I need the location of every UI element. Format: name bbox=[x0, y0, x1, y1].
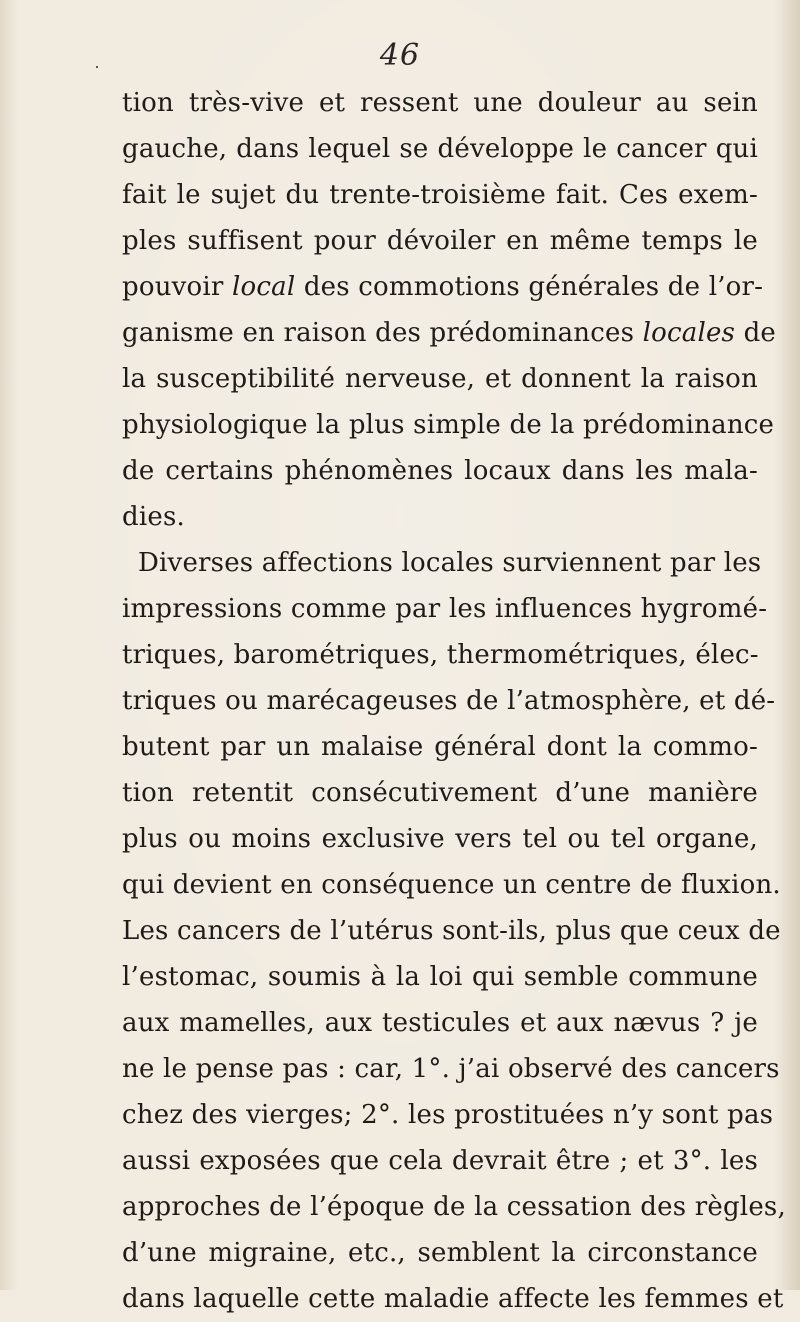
italic-word-local: local bbox=[232, 272, 296, 302]
text-line: ne le pense pas : car, 1°. j’ai observé des cancers bbox=[122, 1054, 780, 1084]
text-line: de certains phénomènes locaux dans les mala- bbox=[122, 456, 758, 486]
text-line: chez des vierges; 2°. les prostituées n’y sont pas bbox=[122, 1100, 774, 1130]
text-line: plus ou moins exclusive vers tel ou tel organe, bbox=[122, 824, 758, 854]
italic-word-locales: locales bbox=[642, 318, 736, 348]
text-line: impressions comme par les influences hygromé- bbox=[122, 594, 768, 624]
text-line: dans laquelle cette maladie affecte les femmes et bbox=[122, 1284, 784, 1314]
body-text bbox=[122, 80, 786, 1322]
text-line bbox=[122, 264, 764, 310]
text-segment: de bbox=[735, 318, 777, 348]
text-line: ples suffisent pour dévoiler en même temps le bbox=[122, 226, 758, 256]
text-line: dies. bbox=[122, 502, 185, 532]
text-line: tion très-vive et ressent une douleur au sein bbox=[122, 88, 758, 118]
text-segment: ganisme en raison des prédominances bbox=[122, 318, 643, 348]
text-line: la susceptibilité nerveuse, et donnent la raison bbox=[122, 364, 758, 394]
text-line: aux mamelles, aux testicules et aux nævus ? je bbox=[122, 1008, 758, 1038]
paragraph-start-line: Diverses affections locales surviennent par les bbox=[138, 548, 762, 578]
page-number: 46 bbox=[379, 38, 421, 73]
text-line: qui devient en conséquence un centre de fluxion. bbox=[122, 870, 781, 900]
text-line: triques, barométriques, thermométriques, élec- bbox=[122, 640, 759, 670]
text-line: fait le sujet du trente-troisième fait. Ces exem- bbox=[122, 180, 758, 210]
text-line: aussi exposées que cela devrait être ; et 3°. les bbox=[122, 1146, 758, 1176]
text-line: butent par un malaise général dont la commo- bbox=[122, 732, 758, 762]
text-line: physiologique la plus simple de la prédominance bbox=[122, 410, 775, 440]
text-segment: des commotions générales de l’or- bbox=[295, 272, 764, 302]
text-line: triques ou marécageuses de l’atmosphère, et dé- bbox=[122, 686, 776, 716]
text-segment: pouvoir bbox=[122, 272, 232, 302]
text-line: d’une migraine, etc., semblent la circonstance bbox=[122, 1238, 758, 1268]
text-line: Les cancers de l’utérus sont-ils, plus que ceux de bbox=[122, 916, 781, 946]
text-line: tion retentit consécutivement d’une manière bbox=[122, 778, 758, 808]
text-line: approches de l’époque de la cessation des règles, bbox=[122, 1192, 786, 1222]
text-line: gauche, dans lequel se développe le cancer qui bbox=[122, 134, 758, 164]
text-line bbox=[122, 310, 777, 356]
text-line: l’estomac, soumis à la loi qui semble commune bbox=[122, 962, 758, 992]
